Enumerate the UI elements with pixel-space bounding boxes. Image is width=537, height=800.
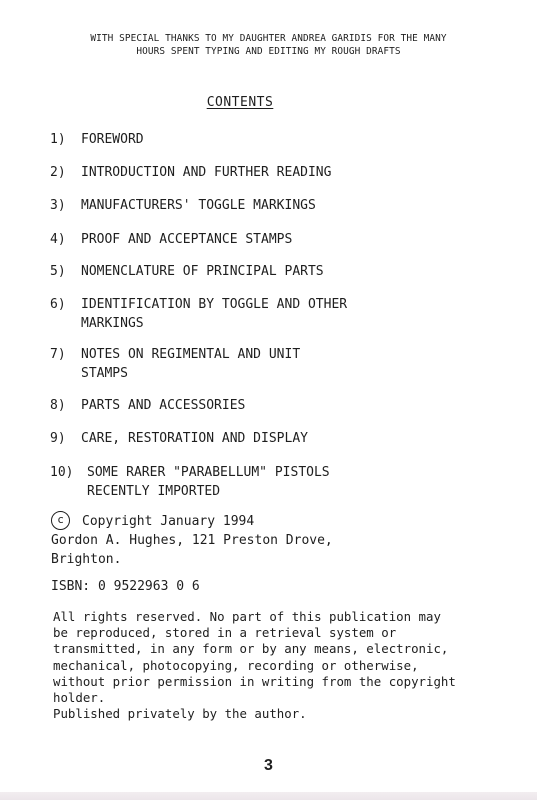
rights-notice <box>53 609 523 722</box>
isbn: ISBN: 0 9522963 0 6 <box>51 579 200 594</box>
toc-title: IDENTIFICATION BY TOGGLE AND OTHER MARKINGS <box>81 297 348 331</box>
dedication-line: WITH SPECIAL THANKS TO MY DAUGHTER ANDREA GARIDIS FOR THE MANY <box>90 33 447 44</box>
copyright-block <box>51 512 491 569</box>
toc-number: 1) <box>50 132 66 147</box>
toc-number: 4) <box>50 232 66 247</box>
contents-heading: CONTENTS <box>206 95 274 110</box>
rights-line: without prior permission in writing from the copyright <box>53 673 456 689</box>
rights-line: transmitted, in any form or by any means, electronic, <box>53 641 449 657</box>
copyright-icon: c <box>51 511 70 530</box>
toc-title: SOME RARER "PARABELLUM" PISTOLS RECENTLY IMPORTED <box>87 465 330 499</box>
toc-title: NOMENCLATURE OF PRINCIPAL PARTS <box>81 264 324 279</box>
rights-line: holder. <box>53 690 106 706</box>
toc-title: PARTS AND ACCESSORIES <box>81 398 246 413</box>
toc-title: CARE, RESTORATION AND DISPLAY <box>81 431 308 446</box>
toc-title: PROOF AND ACCEPTANCE STAMPS <box>81 232 293 247</box>
copyright-author-address: Gordon A. Hughes, 121 Preston Drove, <box>51 533 333 548</box>
page-edge <box>0 792 537 800</box>
rights-line: be reproduced, stored in a retrieval system or <box>53 625 397 641</box>
toc-number: 10) <box>50 465 74 480</box>
rights-line: All rights reserved. No part of this publication may <box>53 609 441 624</box>
copyright-date: Copyright January 1994 <box>82 514 255 529</box>
page-number: 3 <box>264 757 273 774</box>
dedication <box>0 32 537 58</box>
toc-number: 2) <box>50 165 66 180</box>
copyright-city: Brighton. <box>51 552 122 567</box>
toc-number: 8) <box>50 398 66 413</box>
toc-title: FOREWORD <box>81 132 144 147</box>
toc-number: 7) <box>50 347 66 362</box>
toc-number: 5) <box>50 264 66 279</box>
toc-title: NOTES ON REGIMENTAL AND UNIT STAMPS <box>81 347 301 381</box>
dedication-line: HOURS SPENT TYPING AND EDITING MY ROUGH DRAFTS <box>136 46 401 57</box>
toc-title: INTRODUCTION AND FURTHER READING <box>81 165 332 180</box>
toc-title: MANUFACTURERS' TOGGLE MARKINGS <box>81 198 316 213</box>
toc-number: 9) <box>50 431 66 446</box>
toc-number: 6) <box>50 297 66 312</box>
toc-number: 3) <box>50 198 66 213</box>
rights-line: mechanical, photocopying, recording or otherwise, <box>53 657 419 673</box>
rights-line: Published privately by the author. <box>53 706 307 722</box>
